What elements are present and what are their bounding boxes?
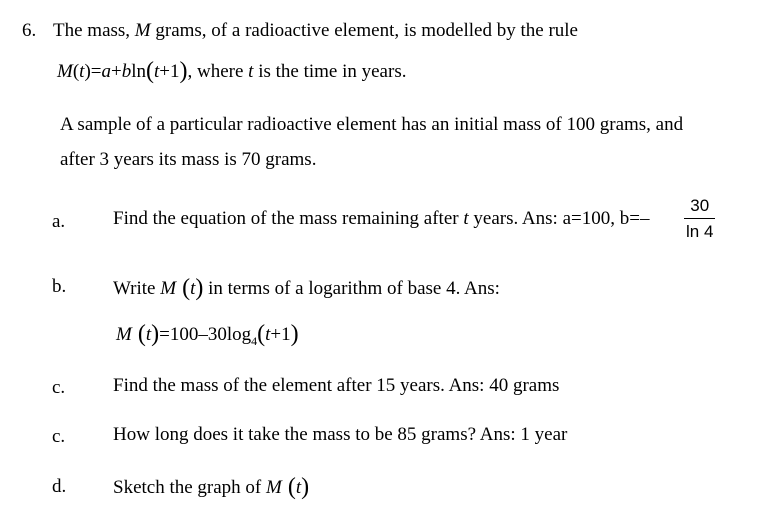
rule-a: a — [101, 61, 111, 82]
rule-func: M — [57, 61, 73, 82]
part-d-func: M — [266, 477, 282, 498]
answer-log: log — [226, 324, 252, 345]
answer-equals: = — [159, 324, 170, 345]
rule-b: b — [121, 61, 132, 82]
part-b-post: in terms of a logarithm of base 4. Ans: — [203, 278, 500, 299]
rule-big-lparen: ( — [145, 58, 154, 84]
rule-arg: t — [79, 61, 85, 82]
intro-var: M — [134, 20, 151, 41]
rule-suffix-post: is the time in years. — [253, 61, 407, 82]
answer-inner-t: t — [265, 324, 271, 345]
answer-func: M — [116, 324, 132, 345]
answer-inner-lparen: ( — [257, 321, 266, 347]
part-c2-text: How long does it take the mass to be 85 grams? Ans: 1 year — [113, 424, 568, 445]
question-number: 6. — [22, 20, 37, 41]
part-c1-text: Find the mass of the element after 15 years. Ans: 40 grams — [113, 375, 560, 396]
answer-rparen: ) — [151, 321, 160, 347]
part-a-text — [113, 208, 649, 230]
part-a-fraction — [683, 197, 715, 240]
rule-ln: ln — [131, 61, 146, 82]
question-intro — [53, 20, 578, 42]
rule-lparen: ( — [72, 61, 80, 82]
part-d-lparen: ( — [281, 474, 296, 500]
part-d-text — [113, 474, 309, 499]
part-b-answer — [116, 321, 299, 346]
part-a-post: years. Ans: a=100, b=– — [468, 208, 650, 229]
part-b-text — [113, 275, 500, 300]
part-d-rparen: ) — [301, 474, 310, 500]
rule-equals: = — [90, 61, 102, 82]
answer-minus: – — [198, 324, 208, 345]
rule-suffix-pre: , where — [187, 61, 249, 82]
fraction-denominator: ln 4 — [686, 222, 714, 241]
answer-const: 100 — [169, 324, 199, 345]
intro-post: grams, of a radioactive element, is modelled by the rule — [150, 20, 578, 41]
part-b-arg: t — [190, 278, 196, 299]
answer-inner-one: 1 — [281, 324, 291, 345]
rule-inner-plus: + — [159, 61, 170, 82]
part-b-rparen: ) — [195, 275, 204, 301]
part-b-pre: Write — [113, 278, 161, 299]
part-a-var: t — [463, 208, 469, 229]
part-c1-label: c. — [52, 377, 66, 398]
answer-inner-rparen: ) — [290, 321, 299, 347]
rule-plus: + — [110, 61, 122, 82]
part-b-label: b. — [52, 276, 67, 297]
model-rule — [57, 58, 406, 83]
part-d-label: d. — [52, 476, 67, 497]
rule-rparen: ) — [84, 61, 91, 82]
part-a-label: a. — [52, 211, 66, 232]
context-line-1: A sample of a particular radioactive element has an initial mass of 100 grams, and — [60, 114, 684, 135]
part-d-pre: Sketch the graph of — [113, 477, 267, 498]
answer-inner-plus: + — [270, 324, 282, 345]
answer-arg: t — [145, 324, 152, 345]
rule-suffix-var: t — [248, 61, 254, 82]
part-b-func: M — [160, 278, 177, 299]
answer-lparen: ( — [131, 321, 146, 347]
rule-big-rparen: ) — [179, 58, 188, 84]
part-b-lparen: ( — [176, 275, 191, 301]
fraction-numerator: 30 — [690, 196, 710, 215]
context-line-2: after 3 years its mass is 70 grams. — [60, 149, 317, 170]
part-c2-label: c. — [52, 426, 66, 447]
rule-inner-t: t — [153, 61, 160, 82]
part-a-pre: Find the equation of the mass remaining after — [113, 208, 464, 229]
answer-coef: 30 — [207, 324, 227, 345]
part-d-arg: t — [295, 477, 302, 498]
intro-pre: The mass, — [53, 20, 135, 41]
answer-base: 4 — [251, 334, 258, 348]
rule-inner-one: 1 — [169, 61, 180, 82]
